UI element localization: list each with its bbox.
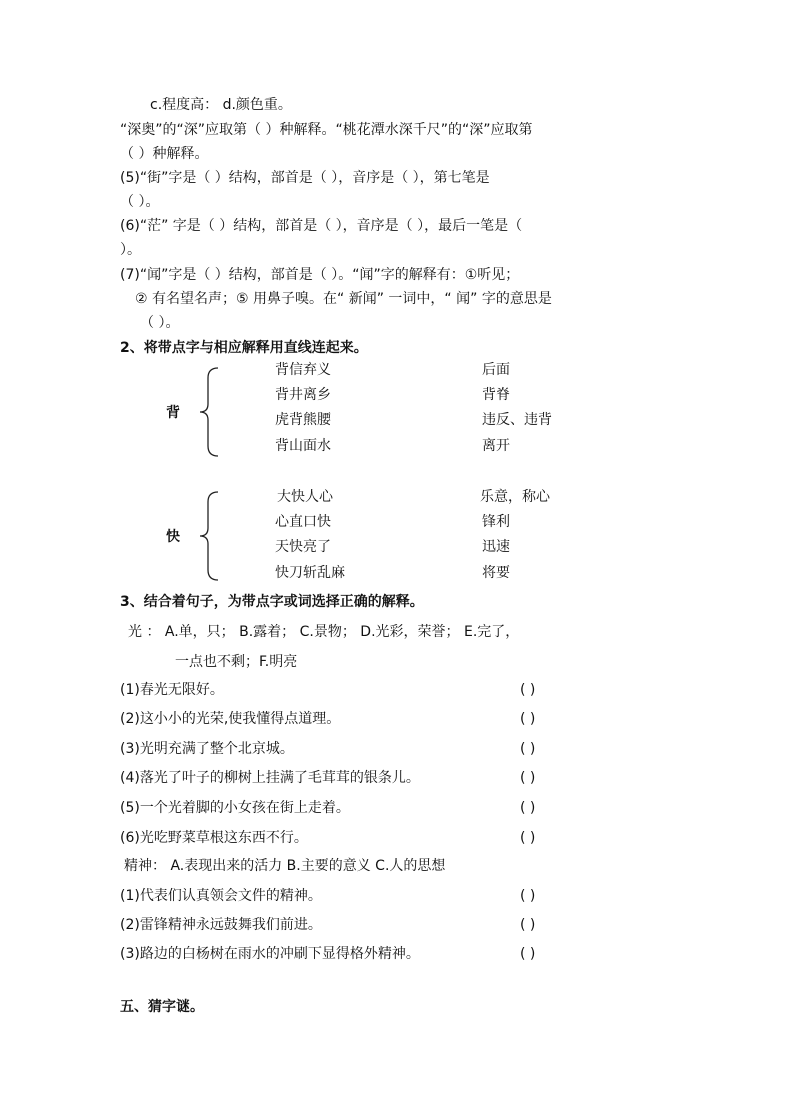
question-item: (6)光吃野菜草根这东西不行。	[120, 830, 308, 846]
section-5-title: 五、猜字谜。	[120, 999, 204, 1015]
question-line: (6)“茫” 字是（ ）结构，部首是（ ），音序是（ ），最后一笔是（	[120, 218, 523, 234]
meaning-item: 背脊	[482, 387, 510, 403]
question-item: (1)代表们认真领会文件的精神。	[120, 888, 322, 904]
phrase-item: 背山面水	[275, 438, 331, 454]
question-line: （ ）种解释。	[120, 146, 209, 162]
brace-icon	[198, 490, 222, 582]
question-line: (7)“闻”字是（ ）结构，部首是（ ）。“闻”字的解释有：①听见；	[120, 267, 520, 283]
phrase-item: 大快人心	[277, 489, 333, 505]
answer-blank[interactable]: ( )	[520, 917, 536, 933]
question-line: （ ）。	[120, 194, 160, 210]
meaning-item: 迅速	[482, 539, 510, 555]
phrase-item: 虎背熊腰	[275, 412, 331, 428]
question-item: (5)一个光着脚的小女孩在街上走着。	[120, 800, 350, 816]
question-item: (3)光明充满了整个北京城。	[120, 741, 294, 757]
question-item: (3)路边的白杨树在雨水的冲刷下显得格外精神。	[120, 946, 420, 962]
question-line: “深奥”的“深”应取第（ ）种解释。“桃花潭水深千尺”的“深”应取第	[120, 122, 533, 138]
answer-blank[interactable]: ( )	[520, 770, 536, 786]
option-line: c.程度高： d.颜色重。	[150, 97, 292, 113]
phrase-item: 背信弃义	[275, 362, 331, 378]
answer-blank[interactable]: ( )	[520, 741, 536, 757]
answer-blank[interactable]: ( )	[520, 888, 536, 904]
phrase-item: 背井离乡	[275, 387, 331, 403]
section-3-title: 3、结合着句子，为带点字或词选择正确的解释。	[120, 594, 424, 610]
section-2-title: 2、将带点字与相应解释用直线连起来。	[120, 340, 368, 356]
brace-icon	[198, 366, 222, 458]
jingshen-options: 精神： A.表现出来的活力 B.主要的意义 C.人的思想	[124, 858, 446, 874]
phrase-item: 心直口快	[275, 514, 331, 530]
answer-blank[interactable]: ( )	[520, 830, 536, 846]
meaning-item: 锋利	[482, 514, 510, 530]
question-line: （ ）。	[140, 315, 180, 331]
meaning-item: 将要	[482, 565, 510, 581]
meaning-item: 后面	[482, 362, 510, 378]
phrase-item: 快刀斩乱麻	[275, 565, 345, 581]
meaning-item: 乐意，称心	[480, 489, 550, 505]
phrase-item: 天快亮了	[275, 539, 331, 555]
answer-blank[interactable]: ( )	[520, 800, 536, 816]
question-item: (2)这小小的光荣,使我懂得点道理。	[120, 711, 341, 727]
question-line: ② 有名望名声；⑤ 用鼻子嗅。在“ 新闻” 一词中，“ 闻” 字的意思是	[135, 291, 552, 307]
question-line: ）。	[120, 242, 141, 258]
meaning-item: 违反、违背	[482, 412, 552, 428]
question-item: (1)春光无限好。	[120, 682, 224, 698]
group-char-bei: 背	[166, 405, 180, 421]
question-line: (5)“街”字是（ ）结构，部首是（ ），音序是（ ），第七笔是	[120, 170, 490, 186]
guang-options: 光 ： A.单，只； B.露着； C.景物； D.光彩，荣誉； E.完了，	[128, 624, 520, 640]
question-item: (4)落光了叶子的柳树上挂满了毛茸茸的银条儿。	[120, 770, 420, 786]
answer-blank[interactable]: ( )	[520, 711, 536, 727]
meaning-item: 离开	[482, 438, 510, 454]
group-char-kuai: 快	[166, 529, 180, 545]
guang-options: 一点也不剩；F.明亮	[175, 654, 298, 670]
answer-blank[interactable]: ( )	[520, 682, 536, 698]
question-item: (2)雷锋精神永远鼓舞我们前进。	[120, 917, 322, 933]
answer-blank[interactable]: ( )	[520, 946, 536, 962]
